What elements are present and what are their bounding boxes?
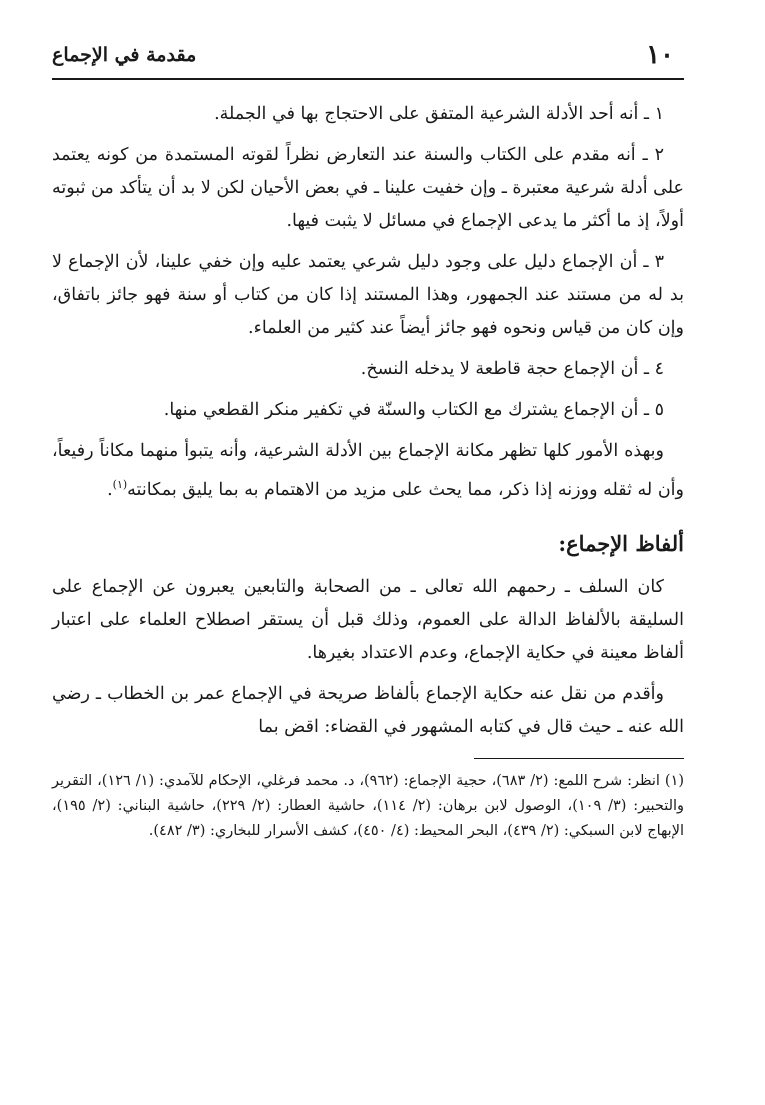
list-item-2: ٢ ـ أنه مقدم على الكتاب والسنة عند التعارض نظراً لقوته المستمدة من كونه يعتمد على أدلة شرعية معتبرة ـ وإن خفيت علينا ـ في بعض الأحيان لكن لا بد أن يتأكد من ثبوته أولاً، إذ ما أكثر ما يدعى الإجماع في مسائل لا يثبت فيها. — [52, 145, 684, 231]
list-item-1: ١ ـ أنه أحد الأدلة الشرعية المتفق على الاحتجاج بها في الجملة. — [214, 104, 664, 124]
list-item-5: ٥ ـ أن الإجماع يشترك مع الكتاب والسنّة في تكفير منكر القطعي منها. — [163, 400, 664, 420]
page-header — [52, 30, 684, 80]
running-title: مقدمة في الإجماع — [52, 44, 197, 66]
section-paragraph-1: كان السلف ـ رحمهم الله تعالى ـ من الصحابة والتابعين يعبرون عن الإجماع على السليقة بالألفاظ الدالة على العموم، وذلك قبل أن يستقر اصطلاح العلماء على اعتبار ألفاظ معينة في حكاية الإجماع، وعدم الاعتداد بغيرها. — [52, 576, 684, 663]
closing-period: . — [107, 479, 113, 500]
header-divider — [52, 78, 684, 80]
section-heading: ألفاظ الإجماع: — [558, 530, 684, 556]
page-number: ١٠ — [646, 40, 674, 70]
summary-paragraph — [52, 435, 684, 507]
footnote-divider — [474, 758, 684, 759]
section-paragraph-2: وأقدم من نقل عنه حكاية الإجماع بألفاظ صريحة في الإجماع عمر بن الخطاب ـ رضي الله عنه ـ حيث قال في كتابه المشهور في القضاء: اقض بما — [52, 683, 684, 737]
footnote-reference[interactable]: (١) — [112, 478, 128, 491]
footnote: (١) انظر: شرح اللمع: (٢/ ٦٨٣)، حجية الإجماع: (٩٦٢)، د. محمد فرغلي، الإحكام للآمدي: (١/ ١٢٦)، التقرير والتحبير: (٣/ ١٠٩)، الوصول لابن برهان: (٢/ ١١٤)، حاشية العطار: (٢/ ٢٢٩)، حاشية البناني: (٢/ ١٩٥)، الإبهاج لابن السبكي: (٢/ ٤٣٩)، البحر المحيط: (٤/ ٤٥٠)، كشف الأسرار للبخاري: (٣/ ٤٨٢). — [52, 772, 685, 839]
list-item-3: ٣ ـ أن الإجماع دليل على وجود دليل شرعي يعتمد عليه وإن خفي علينا، لأن الإجماع لا بد له من مستند عند الجمهور، وهذا المستند إذا كان من كتاب أو سنة فهو جائز باتفاق، وإن كان من قياس ونحوه فهو جائز أيضاً عند كثير من العلماء. — [52, 252, 684, 338]
main-text — [52, 98, 684, 744]
list-item-4: ٤ ـ أن الإجماع حجة قاطعة لا يدخله النسخ. — [360, 359, 664, 379]
book-page — [52, 30, 684, 844]
summary-text: وبهذه الأمور كلها تظهر مكانة الإجماع بين الأدلة الشرعية، وأنه يتبوأ منهما مكاناً رفيعاً، وأن له ثقله ووزنه إذا ذكر، مما يحث على مزيد من الاهتمام به بما يليق بمكانته — [52, 441, 684, 500]
